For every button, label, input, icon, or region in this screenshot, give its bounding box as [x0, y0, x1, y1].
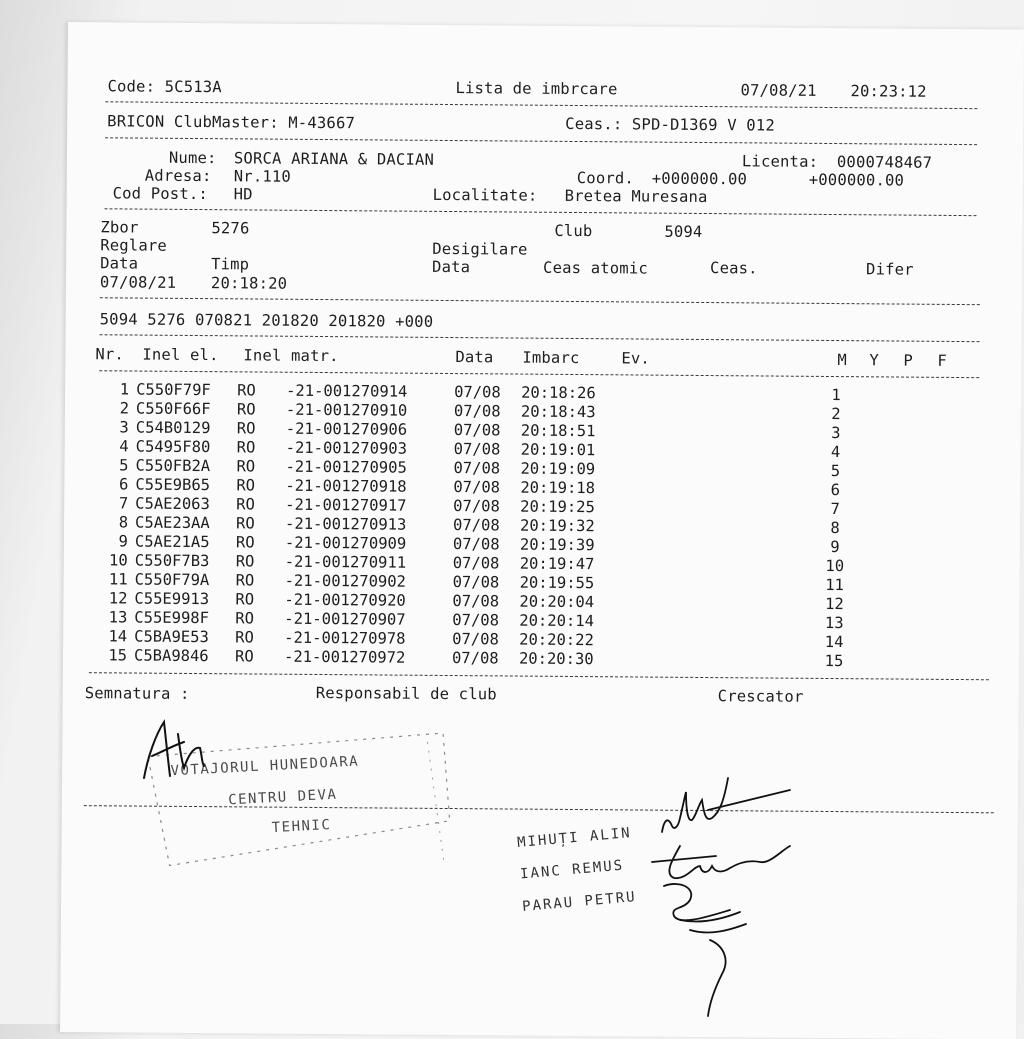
divider — [100, 297, 980, 305]
row-ring-number: -21-001270907 — [284, 612, 405, 628]
col-header-y: Y — [869, 353, 879, 369]
row-date: 07/08 — [453, 556, 500, 572]
row-ring-number: -21-001270906 — [286, 422, 407, 438]
zbor-value: 5276 — [211, 221, 249, 237]
licence-number: 0000748467 — [837, 155, 932, 171]
stamp-line-3: TEHNIC — [271, 817, 331, 836]
row-position: 12 — [819, 597, 849, 613]
row-date: 07/08 — [454, 423, 501, 439]
row-nr: 15 — [89, 648, 127, 664]
row-country: RO — [236, 478, 255, 494]
row-date: 07/08 — [452, 651, 499, 667]
row-date: 07/08 — [454, 404, 501, 420]
postcode-label: Cod Post.: — [113, 186, 208, 202]
row-country: RO — [235, 611, 254, 627]
coord-x: +000000.00 — [652, 172, 747, 188]
row-country: RO — [236, 516, 255, 532]
row-ring-number: -21-001270920 — [284, 593, 405, 609]
row-country: RO — [236, 459, 255, 475]
row-electronic-ring: C5AE2063 — [135, 497, 210, 513]
printed-boarding-list — [60, 22, 1024, 1039]
row-time: 20:19:18 — [520, 481, 595, 497]
row-date: 07/08 — [453, 575, 500, 591]
row-ring-number: -21-001270903 — [286, 441, 407, 457]
row-electronic-ring: C550FB2A — [135, 459, 210, 475]
row-position: 4 — [821, 445, 851, 461]
clubmaster-id: BRICON ClubMaster: M-43667 — [107, 114, 355, 131]
row-date: 07/08 — [453, 480, 500, 496]
coord-y: +000000.00 — [809, 173, 904, 189]
row-position: 7 — [820, 502, 850, 518]
row-electronic-ring: C55E9B65 — [135, 478, 210, 494]
row-time: 20:20:30 — [519, 652, 594, 668]
col-header-f: F — [937, 354, 947, 370]
row-electronic-ring: C5495F80 — [136, 440, 211, 456]
reglare-label: Reglare — [100, 238, 167, 254]
postcode-value: HD — [234, 187, 253, 203]
row-time: 20:20:04 — [519, 595, 594, 611]
committee-member-2: IANC REMUS — [520, 857, 625, 882]
pigeon-table — [68, 22, 1024, 30]
print-time: 20:23:12 — [850, 84, 926, 100]
divider — [99, 370, 979, 378]
row-nr: 1 — [91, 382, 129, 398]
row-time: 20:19:55 — [520, 576, 595, 592]
row-position: 15 — [819, 654, 849, 670]
row-nr: 4 — [91, 439, 129, 455]
row-date: 07/08 — [453, 499, 500, 515]
row-position: 9 — [820, 540, 850, 556]
row-country: RO — [237, 402, 256, 418]
row-electronic-ring: C550F66F — [136, 402, 211, 418]
col-header-ev: Ev. — [621, 351, 650, 367]
divider — [105, 208, 977, 216]
row-electronic-ring: C550F79A — [135, 573, 210, 589]
locality-value: Bretea Muresana — [565, 189, 708, 206]
col-header-inel-matr: Inel matr. — [243, 348, 338, 364]
row-country: RO — [237, 383, 256, 399]
locality-label: Localitate: — [433, 188, 538, 204]
row-time: 20:19:32 — [520, 519, 595, 535]
row-country: RO — [235, 630, 254, 646]
difer-label: Difer — [866, 262, 914, 278]
row-time: 20:19:09 — [520, 462, 595, 478]
row-position: 2 — [821, 407, 851, 423]
row-time: 20:18:51 — [521, 424, 596, 440]
row-country: RO — [236, 497, 255, 513]
address-value: Nr.110 — [234, 169, 291, 185]
row-date: 07/08 — [454, 442, 501, 458]
reglare-time: 20:18:20 — [211, 276, 287, 292]
row-date: 07/08 — [452, 632, 499, 648]
row-ring-number: -21-001270978 — [284, 631, 405, 647]
row-ring-number: -21-001270917 — [285, 498, 406, 514]
row-electronic-ring: C550F7B3 — [135, 554, 210, 570]
row-nr: 8 — [90, 515, 128, 531]
row-nr: 6 — [90, 477, 128, 493]
row-date: 07/08 — [453, 518, 500, 534]
row-electronic-ring: C5BA9E53 — [134, 630, 209, 646]
row-electronic-ring: C550F79F — [136, 383, 211, 399]
stamp-line-2: CENTRU DEVA — [228, 787, 338, 809]
zbor-label: Zbor — [100, 220, 138, 236]
row-country: RO — [236, 535, 255, 551]
row-electronic-ring: C5AE23AA — [135, 516, 210, 532]
col-header-inel-el: Inel el. — [142, 348, 218, 364]
row-time: 20:20:22 — [519, 633, 594, 649]
row-date: 07/08 — [453, 537, 500, 553]
row-ring-number: -21-001270913 — [285, 517, 406, 533]
row-electronic-ring: C5BA9846 — [134, 649, 209, 665]
row-time: 20:18:43 — [521, 405, 596, 421]
committee-member-1: MIHUȚI ALIN — [517, 825, 633, 851]
row-position: 3 — [821, 426, 851, 442]
semnatura-label: Semnatura : — [85, 686, 190, 702]
row-nr: 3 — [91, 420, 129, 436]
row-time: 20:19:01 — [521, 443, 596, 459]
name-label: Nume: — [169, 151, 217, 167]
code-label: Code: 5C513A — [107, 79, 222, 95]
club-label: Club — [554, 224, 592, 240]
row-date: 07/08 — [452, 613, 499, 629]
row-electronic-ring: C55E998F — [134, 611, 209, 627]
address-label: Adresa: — [145, 169, 212, 185]
row-position: 5 — [820, 464, 850, 480]
divider — [89, 672, 989, 680]
row-nr: 12 — [89, 591, 127, 607]
row-ring-number: -21-001270905 — [285, 460, 406, 476]
row-time: 20:19:25 — [520, 500, 595, 516]
row-time: 20:18:26 — [521, 386, 596, 402]
print-date: 07/08/21 — [740, 83, 816, 99]
row-nr: 5 — [90, 458, 128, 474]
desigilare-label: Desigilare — [432, 242, 527, 258]
row-ring-number: -21-001270914 — [286, 384, 407, 400]
row-date: 07/08 — [452, 594, 499, 610]
handwritten-signature — [138, 716, 228, 786]
flight-summary-line: 5094 5276 070821 201820 201820 +000 — [100, 312, 434, 330]
clock-id: Ceas.: SPD-D1369 V 012 — [565, 117, 775, 134]
row-time: 20:19:39 — [520, 538, 595, 554]
row-nr: 9 — [90, 534, 128, 550]
row-country: RO — [236, 554, 255, 570]
row-country: RO — [235, 649, 254, 665]
col-header-m: M — [837, 353, 847, 369]
ceas-atomic-label: Ceas atomic — [543, 261, 648, 277]
row-ring-number: -21-001270902 — [285, 574, 406, 590]
row-position: 14 — [819, 635, 849, 651]
row-time: 20:19:47 — [520, 557, 595, 573]
row-time: 20:20:14 — [519, 614, 594, 630]
row-electronic-ring: C54B0129 — [136, 421, 211, 437]
row-position: 6 — [820, 483, 850, 499]
row-position: 13 — [819, 616, 849, 632]
stamp-line-1: VOTAJORUL HUNEDOARA — [170, 753, 359, 779]
coord-label: Coord. — [577, 171, 634, 187]
row-nr: 2 — [91, 401, 129, 417]
row-nr: 7 — [90, 496, 128, 512]
divider — [105, 101, 977, 109]
row-position: 1 — [821, 388, 851, 404]
row-country: RO — [235, 592, 254, 608]
row-country: RO — [237, 421, 256, 437]
row-ring-number: -21-001270909 — [285, 536, 406, 552]
row-nr: 10 — [90, 553, 128, 569]
row-nr: 11 — [90, 572, 128, 588]
crescator-label: Crescator — [718, 689, 804, 705]
licence-label: Licenta: — [742, 154, 818, 170]
ceas-label: Ceas. — [710, 261, 758, 277]
row-ring-number: -21-001270910 — [286, 403, 407, 419]
row-position: 8 — [820, 521, 850, 537]
row-nr: 13 — [89, 610, 127, 626]
row-country: RO — [237, 440, 256, 456]
responsabil-label: Responsabil de club — [316, 686, 497, 703]
committee-signatures — [650, 770, 800, 1020]
row-electronic-ring: C55E9913 — [134, 592, 209, 608]
desigilare-data-label: Data — [432, 260, 470, 276]
row-position: 11 — [820, 578, 850, 594]
fancier-name: SORCA ARIANA & DACIAN — [234, 151, 434, 168]
row-nr: 14 — [89, 629, 127, 645]
col-header-nr: Nr. — [95, 347, 124, 363]
col-header-p: P — [903, 354, 913, 370]
row-date: 07/08 — [453, 461, 500, 477]
document-title: Lista de imbrcare — [455, 81, 617, 98]
data-label: Data — [100, 256, 138, 272]
row-ring-number: -21-001270918 — [285, 479, 406, 495]
row-ring-number: -21-001270911 — [285, 555, 406, 571]
club-value: 5094 — [664, 225, 702, 241]
divider — [100, 334, 980, 342]
divider — [105, 137, 977, 145]
row-electronic-ring: C5AE21A5 — [135, 535, 210, 551]
reglare-date: 07/08/21 — [100, 275, 176, 291]
committee-member-3: PARAU PETRU — [522, 889, 638, 915]
row-position: 10 — [820, 559, 850, 575]
row-date: 07/08 — [454, 385, 501, 401]
col-header-data: Data — [455, 350, 493, 366]
row-ring-number: -21-001270972 — [284, 650, 405, 666]
row-country: RO — [236, 573, 255, 589]
col-header-imbarc: Imbarc — [522, 351, 579, 367]
timp-label: Timp — [211, 257, 249, 273]
